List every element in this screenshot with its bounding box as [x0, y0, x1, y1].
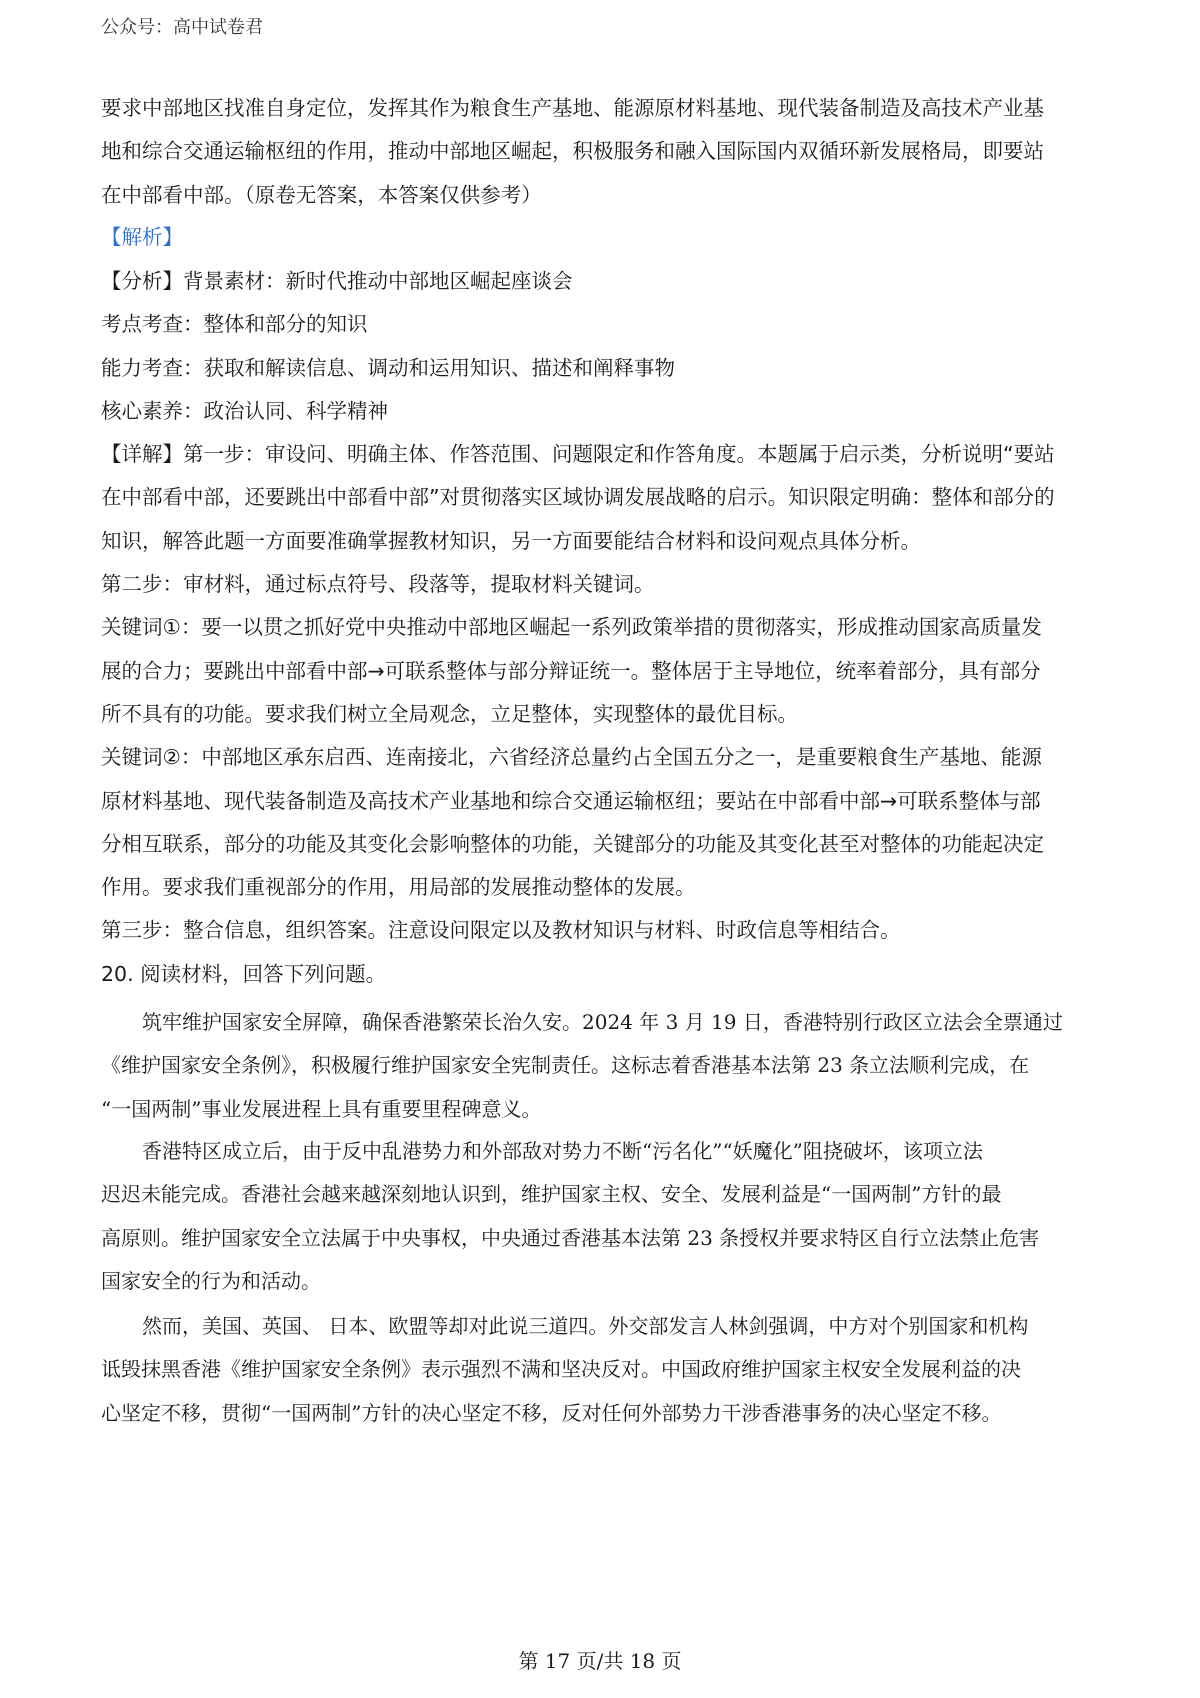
- material-line: 心坚定不移，贯彻“一国两制”方针的决心坚定不移，反对任何外部势力干涉香港事务的决心坚定不移。: [101, 1400, 1002, 1425]
- analysis-line: 第二步：审材料，通过标点符号、段落等，提取材料关键词。: [101, 572, 655, 597]
- analysis-line: 分相互联系，部分的功能及其变化会影响整体的功能，关键部分的功能及其变化甚至对整体的功能起决定: [101, 831, 1044, 856]
- analysis-line: 第三步：整合信息，组织答案。注意设问限定以及教材知识与材料、时政信息等相结合。: [101, 918, 901, 943]
- analysis-line: 关键词①：要一以贯之抓好党中央推动中部地区崛起一系列政策举措的贯彻落实，形成推动国家高质量发: [101, 615, 1042, 640]
- answer-line: 要求中部地区找准自身定位，发挥其作为粮食生产基地、能源原材料基地、现代装备制造及高技术产业基: [101, 96, 1044, 120]
- material-line: 然而，美国、英国、 日本、欧盟等却对此说三道四。外交部发言人林剑强调，中方对个别国家和机构: [142, 1314, 1029, 1338]
- analysis-line: 能力考查：获取和解读信息、调动和运用知识、描述和阐释事物: [101, 355, 675, 380]
- material-paragraph-3: [101, 1305, 1101, 1435]
- analysis-heading: 【解析】: [101, 225, 183, 249]
- page-number: 第 17 页/共 18 页: [518, 1649, 682, 1673]
- answer-line: 在中部看中部。（原卷无答案，本答案仅供参考）: [101, 182, 542, 207]
- material-line: 诋毁抹黑香港《维护国家安全条例》表示强烈不满和坚决反对。中国政府维护国家主权安全发展利益的决: [101, 1357, 1021, 1382]
- analysis-line: 20. 阅读材料，回答下列问题。: [101, 961, 387, 986]
- analysis-line: 关键词②：中部地区承东启西、连南接北，六省经济总量约占全国五分之一，是重要粮食生产基地、能源: [101, 745, 1042, 770]
- analysis-line: 原材料基地、现代装备制造及高技术产业基地和综合交通运输枢纽；要站在中部看中部→可联系整体与部: [101, 788, 1041, 813]
- analysis-line: 核心素养：政治认同、科学精神: [101, 398, 388, 423]
- material-line: “一国两制”事业发展进程上具有重要里程碑意义。: [101, 1096, 542, 1121]
- answer-text: [101, 87, 1101, 217]
- analysis-text: [101, 260, 1101, 1039]
- material-line: 迟迟未能完成。香港社会越来越深刻地认识到，维护国家主权、安全、发展利益是“一国两制”方针的最: [101, 1182, 1002, 1207]
- material-line: 国家安全的行为和活动。: [101, 1268, 321, 1293]
- answer-line: 地和综合交通运输枢纽的作用，推动中部地区崛起，积极服务和融入国际国内双循环新发展格局，即要站: [101, 139, 1044, 164]
- analysis-line: 知识，解答此题一方面要准确掌握教材知识，另一方面要能结合材料和设问观点具体分析。: [101, 528, 921, 553]
- source-watermark: 公众号：高中试卷君: [101, 17, 263, 38]
- analysis-line: 在中部看中部，还要跳出中部看中部”对贯彻落实区域协调发展战略的启示。知识限定明确：整体和部分的: [101, 485, 1055, 510]
- analysis-line: 展的合力；要跳出中部看中部→可联系整体与部分辩证统一。整体居于主导地位，统率着部分，具有部分: [101, 658, 1041, 683]
- analysis-line: 所不具有的功能。要求我们树立全局观念，立足整体，实现整体的最优目标。: [101, 701, 798, 726]
- material-paragraph-2: [101, 1130, 1101, 1303]
- material-line: 筑牢维护国家安全屏障，确保香港繁荣长治久安。2024 年 3 月 19 日，香港特别行政区立法会全票通过: [142, 1010, 1063, 1034]
- analysis-line: 【分析】背景素材：新时代推动中部地区崛起座谈会: [101, 269, 573, 293]
- material-paragraph-1: [101, 1001, 1101, 1131]
- analysis-line: 考点考查：整体和部分的知识: [101, 312, 368, 337]
- analysis-line: 作用。要求我们重视部分的作用，用局部的发展推动整体的发展。: [101, 875, 696, 900]
- material-line: 高原则。维护国家安全立法属于中央事权，中央通过香港基本法第 23 条授权并要求特区自行立法禁止危害: [101, 1225, 1040, 1250]
- material-line: 香港特区成立后，由于反中乱港势力和外部敌对势力不断“污名化”“妖魔化”阻挠破坏，该项立法: [142, 1139, 983, 1163]
- analysis-line: 【详解】第一步：审设问、明确主体、作答范围、问题限定和作答角度。本题属于启示类，分析说明“要站: [101, 442, 1055, 467]
- material-line: 《维护国家安全条例》，积极履行维护国家安全宪制责任。这标志着香港基本法第 23 条立法顺利完成，在: [101, 1053, 1030, 1078]
